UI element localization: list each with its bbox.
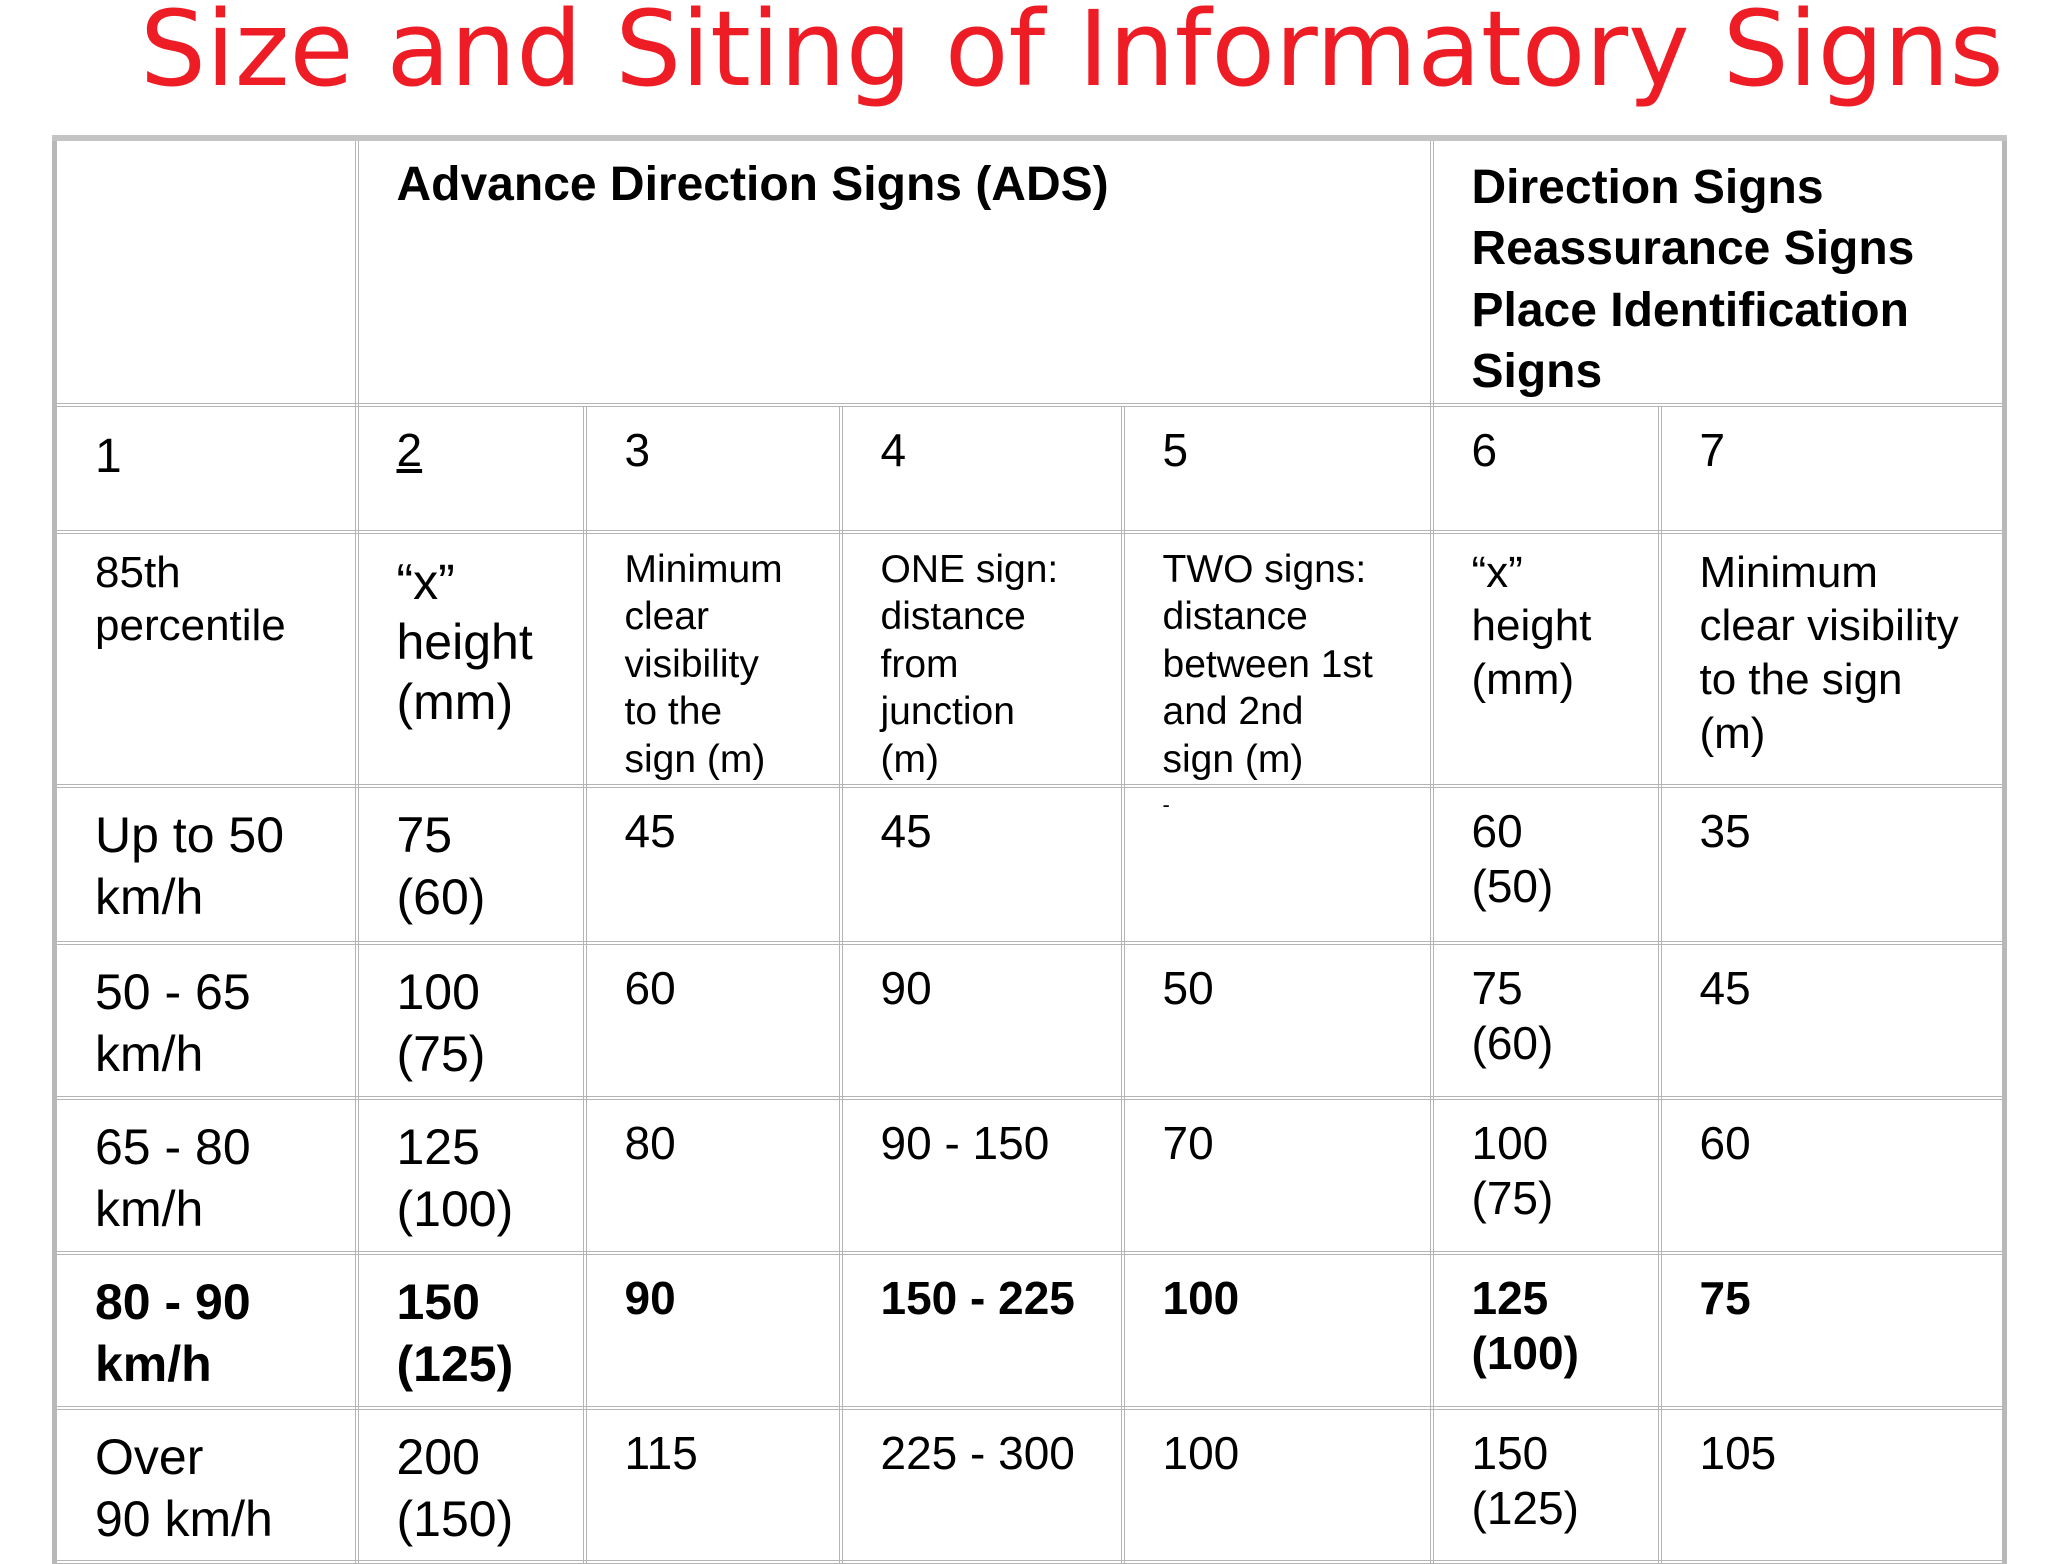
ds-header-text: Direction Signs Reassurance Signs Place Identification Signs <box>1471 161 1915 399</box>
column-label-cell: 85th percentile <box>55 532 357 786</box>
x-height-cell: 100 (75) <box>357 943 585 1098</box>
column-number-cell: 6 <box>1432 405 1660 532</box>
table-row <box>55 1098 2005 1253</box>
ds-visibility-cell: 60 <box>1660 1098 2005 1253</box>
direction-signs-group-header <box>1432 138 2005 405</box>
x-height-cell: 200 (150) <box>357 1408 585 1562</box>
ds-visibility-cell: 35 <box>1660 786 2005 943</box>
column-number-cell: 5 <box>1123 405 1432 532</box>
header-empty-cell <box>55 138 357 405</box>
ds-x-height-cell: 125 (100) <box>1432 1253 1660 1408</box>
column-label-cell: Minimum clear visibility to the sign (m) <box>585 532 841 786</box>
x-height-cell: 75 (60) <box>357 786 585 943</box>
column-number-cell: 3 <box>585 405 841 532</box>
group-header-row <box>55 138 2005 405</box>
x-height-cell: 150 (125) <box>357 1253 585 1408</box>
one-sign-cell: 150 - 225 <box>841 1253 1123 1408</box>
column-number-cell: 1 <box>55 405 357 532</box>
column-label-cell: “x” height (mm) <box>357 532 585 786</box>
speed-cell: 80 - 90 km/h <box>55 1253 357 1408</box>
ads-header-text: Advance Direction Signs (ADS) <box>396 158 1109 211</box>
one-sign-cell: 90 <box>841 943 1123 1098</box>
speed-cell: Up to 50 km/h <box>55 786 357 943</box>
ads-visibility-cell: 60 <box>585 943 841 1098</box>
speed-cell: 50 - 65 km/h <box>55 943 357 1098</box>
ads-group-header <box>357 138 1432 405</box>
two-signs-cell: 50 <box>1123 943 1432 1098</box>
ds-x-height-cell: 60 (50) <box>1432 786 1660 943</box>
two-signs-cell: 70 <box>1123 1098 1432 1253</box>
one-sign-cell: 225 - 300 <box>841 1408 1123 1562</box>
column-label-cell: ONE sign: distance from junction (m) <box>841 532 1123 786</box>
table-row <box>55 786 2005 943</box>
ds-x-height-cell: 150 (125) <box>1432 1408 1660 1562</box>
table-row-highlighted <box>55 1253 2005 1408</box>
column-label-row <box>55 532 2005 786</box>
two-signs-cell: 100 <box>1123 1253 1432 1408</box>
ads-visibility-cell: 90 <box>585 1253 841 1408</box>
ads-visibility-cell: 45 <box>585 786 841 943</box>
speed-cell: Over 90 km/h <box>55 1408 357 1562</box>
column-number-cell: 4 <box>841 405 1123 532</box>
ads-visibility-cell: 80 <box>585 1098 841 1253</box>
table-row <box>55 943 2005 1098</box>
one-sign-cell: 90 - 150 <box>841 1098 1123 1253</box>
x-height-cell: 125 (100) <box>357 1098 585 1253</box>
one-sign-cell: 45 <box>841 786 1123 943</box>
speed-cell: 65 - 80 km/h <box>55 1098 357 1253</box>
ds-x-height-cell: 100 (75) <box>1432 1098 1660 1253</box>
ads-visibility-cell: 115 <box>585 1408 841 1562</box>
column-label-cell: “x” height (mm) <box>1432 532 1660 786</box>
ds-visibility-cell: 105 <box>1660 1408 2005 1562</box>
column-label-cell: TWO signs: distance between 1st and 2nd sign (m) <box>1123 532 1432 786</box>
two-signs-cell: 100 <box>1123 1408 1432 1562</box>
column-number-cell: 2 <box>357 405 585 532</box>
signs-table <box>52 135 2007 1564</box>
slide-title: Size and Siting of Informatory Signs <box>140 0 2004 110</box>
column-number-row <box>55 405 2005 532</box>
column-number-cell: 7 <box>1660 405 2005 532</box>
two-signs-cell: - <box>1123 786 1432 943</box>
table-row <box>55 1408 2005 1562</box>
ds-x-height-cell: 75 (60) <box>1432 943 1660 1098</box>
column-label-cell: Minimum clear visibility to the sign (m) <box>1660 532 2005 786</box>
ds-visibility-cell: 45 <box>1660 943 2005 1098</box>
ds-visibility-cell: 75 <box>1660 1253 2005 1408</box>
